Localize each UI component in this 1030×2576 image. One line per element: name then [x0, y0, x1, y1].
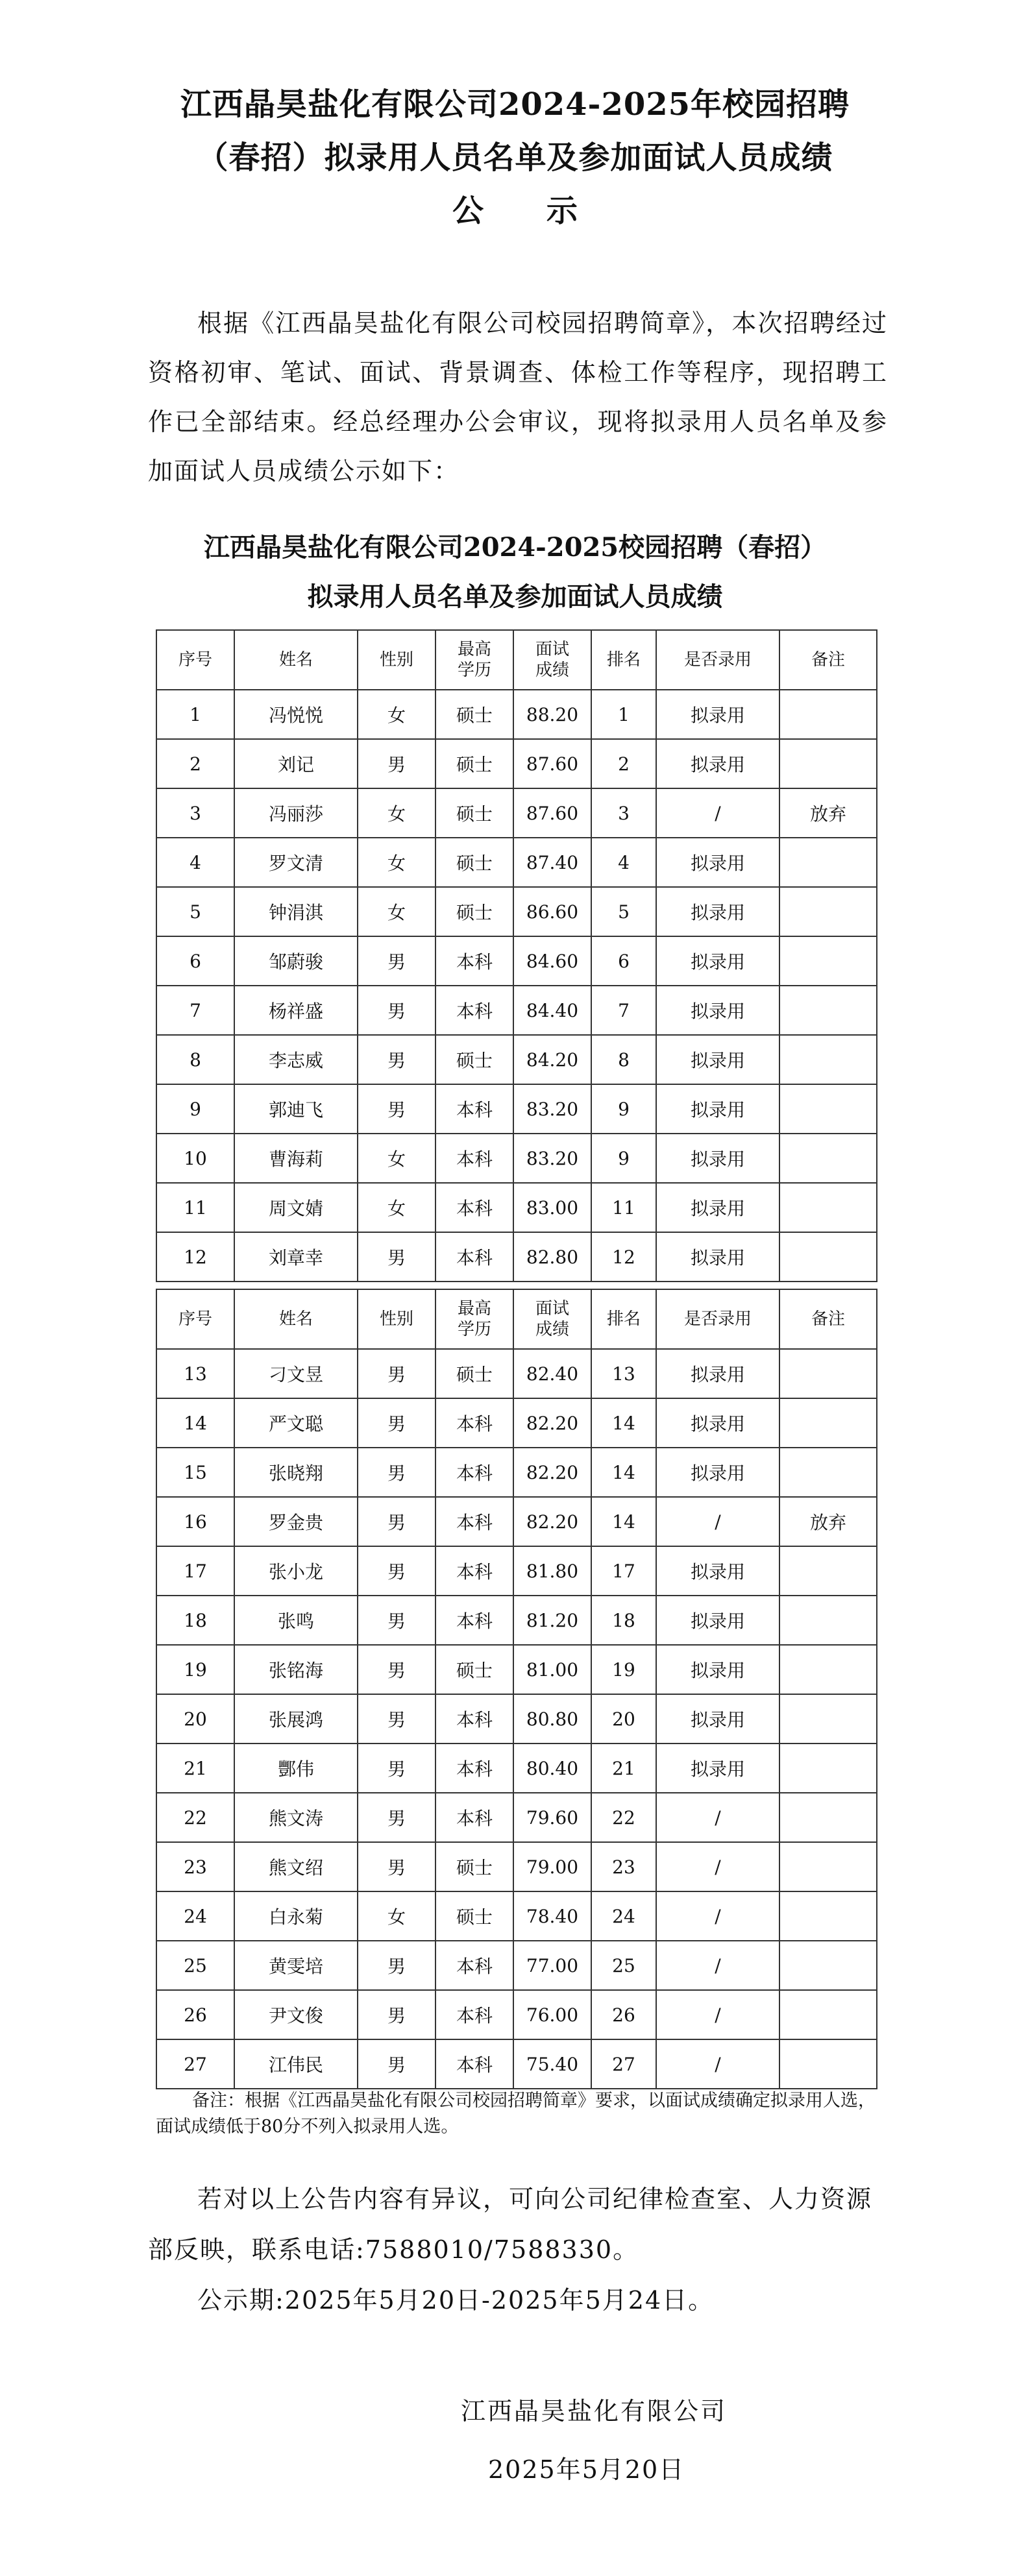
cell-remark	[779, 887, 877, 936]
cell-name: 邹蔚骏	[234, 936, 358, 986]
cell-seq: 21	[156, 1744, 234, 1793]
table-row	[156, 1744, 877, 1793]
cell-gender: 女	[358, 690, 435, 739]
cell-degree: 本科	[435, 1448, 513, 1497]
cell-degree: 本科	[435, 1183, 513, 1232]
cell-seq: 18	[156, 1596, 234, 1645]
cell-remark	[779, 936, 877, 986]
cell-remark	[779, 1990, 877, 2039]
header-seq	[156, 630, 234, 690]
cell-seq: 5	[156, 887, 234, 936]
cell-rank: 9	[591, 1084, 656, 1134]
cell-degree: 本科	[435, 1497, 513, 1546]
title-line-3: 公 示	[452, 193, 604, 229]
cell-rank: 1	[591, 690, 656, 739]
cell-hired: 拟录用	[656, 690, 779, 739]
cell-hired: 拟录用	[656, 1035, 779, 1084]
roster-table-part-1	[156, 629, 877, 1282]
cell-seq: 7	[156, 986, 234, 1035]
cell-seq: 25	[156, 1941, 234, 1990]
cell-remark	[779, 690, 877, 739]
cell-gender: 男	[358, 739, 435, 788]
table-row	[156, 1349, 877, 1398]
cell-remark	[779, 838, 877, 887]
cell-remark	[779, 2039, 877, 2089]
cell-rank: 14	[591, 1398, 656, 1448]
cell-hired: 拟录用	[656, 1398, 779, 1448]
cell-name: 江伟民	[234, 2039, 358, 2089]
header-remark	[779, 630, 877, 690]
cell-degree: 硕士	[435, 1349, 513, 1398]
cell-remark: 放弃	[779, 1497, 877, 1546]
cell-score: 76.00	[513, 1990, 591, 2039]
cell-name: 张铭海	[234, 1645, 358, 1694]
cell-degree: 本科	[435, 1134, 513, 1183]
table-note: 备注：根据《江西晶昊盐化有限公司校园招聘简章》要求，以面试成绩确定拟录用人选，面试成绩低于80分不列入拟录用人选。	[156, 2091, 876, 2137]
cell-rank: 20	[591, 1694, 656, 1744]
header-seq-text: 序号	[178, 1309, 212, 1329]
cell-gender: 男	[358, 1842, 435, 1891]
table-row	[156, 1793, 877, 1842]
header-degree-text: 最高	[457, 640, 491, 659]
cell-hired: 拟录用	[656, 1232, 779, 1282]
cell-name: 张晓翔	[234, 1448, 358, 1497]
header-degree	[435, 630, 513, 690]
cell-degree: 本科	[435, 1596, 513, 1645]
cell-remark: 放弃	[779, 788, 877, 838]
header-hired-text: 是否录用	[683, 1309, 752, 1329]
header-degree	[435, 1289, 513, 1349]
header-score-text: 面试	[535, 1299, 569, 1318]
objection-paragraph: 若对以上公告内容有异议，可向公司纪律检查室、人力资源部反映，联系电话:7588010/7588330。	[148, 2185, 873, 2264]
cell-gender: 男	[358, 1232, 435, 1282]
cell-remark	[779, 1448, 877, 1497]
cell-seq: 26	[156, 1990, 234, 2039]
header-hired-text: 是否录用	[683, 650, 752, 670]
cell-gender: 男	[358, 1497, 435, 1546]
header-remark-text: 备注	[811, 650, 845, 670]
cell-remark	[779, 1035, 877, 1084]
table-title-line-1: 江西晶昊盐化有限公司2024-2025校园招聘（春招）	[203, 532, 827, 563]
table-row	[156, 1694, 877, 1744]
cell-remark	[779, 1842, 877, 1891]
cell-name: 黄雯培	[234, 1941, 358, 1990]
table-row	[156, 1596, 877, 1645]
header-score-text: 成绩	[535, 661, 569, 680]
cell-gender: 男	[358, 1084, 435, 1134]
table-title-line-2: 拟录用人员名单及参加面试人员成绩	[307, 581, 723, 612]
table-row	[156, 739, 877, 788]
cell-score: 83.20	[513, 1084, 591, 1134]
cell-score: 78.40	[513, 1891, 591, 1941]
cell-hired: /	[656, 1497, 779, 1546]
cell-seq: 11	[156, 1183, 234, 1232]
cell-rank: 21	[591, 1744, 656, 1793]
table-row	[156, 788, 877, 838]
header-gender-text: 性别	[379, 650, 413, 670]
cell-hired: 拟录用	[656, 986, 779, 1035]
cell-remark	[779, 986, 877, 1035]
cell-remark	[779, 739, 877, 788]
cell-gender: 男	[358, 1793, 435, 1842]
cell-hired: 拟录用	[656, 1694, 779, 1744]
cell-hired: 拟录用	[656, 1183, 779, 1232]
cell-gender: 女	[358, 1891, 435, 1941]
cell-name: 罗文清	[234, 838, 358, 887]
header-gender-text: 性别	[379, 1309, 413, 1329]
header-seq	[156, 1289, 234, 1349]
cell-rank: 18	[591, 1596, 656, 1645]
table-row	[156, 838, 877, 887]
cell-name: 冯丽莎	[234, 788, 358, 838]
cell-remark	[779, 1183, 877, 1232]
cell-hired: 拟录用	[656, 1645, 779, 1694]
cell-hired: /	[656, 2039, 779, 2089]
cell-name: 杨祥盛	[234, 986, 358, 1035]
title-line-1: 江西晶昊盐化有限公司2024-2025年校园招聘	[180, 86, 850, 123]
cell-name: 罗金贵	[234, 1497, 358, 1546]
cell-hired: 拟录用	[656, 1349, 779, 1398]
cell-score: 82.20	[513, 1497, 591, 1546]
cell-remark	[779, 1645, 877, 1694]
table-row	[156, 986, 877, 1035]
cell-seq: 17	[156, 1546, 234, 1596]
cell-hired: /	[656, 1842, 779, 1891]
table-row	[156, 1448, 877, 1497]
cell-hired: 拟录用	[656, 1744, 779, 1793]
header-name-text: 姓名	[278, 650, 313, 670]
cell-seq: 15	[156, 1448, 234, 1497]
cell-hired: /	[656, 788, 779, 838]
table-header-row	[156, 1289, 877, 1349]
cell-seq: 1	[156, 690, 234, 739]
cell-score: 81.20	[513, 1596, 591, 1645]
cell-gender: 男	[358, 1694, 435, 1744]
cell-name: 张展鸿	[234, 1694, 358, 1744]
cell-degree: 本科	[435, 1941, 513, 1990]
cell-score: 82.80	[513, 1232, 591, 1282]
cell-gender: 男	[358, 1744, 435, 1793]
cell-remark	[779, 1349, 877, 1398]
table-row	[156, 1497, 877, 1546]
cell-gender: 女	[358, 1183, 435, 1232]
cell-rank: 2	[591, 739, 656, 788]
cell-score: 79.00	[513, 1842, 591, 1891]
cell-name: 张小龙	[234, 1546, 358, 1596]
cell-seq: 9	[156, 1084, 234, 1134]
cell-rank: 8	[591, 1035, 656, 1084]
cell-degree: 本科	[435, 1084, 513, 1134]
cell-rank: 24	[591, 1891, 656, 1941]
cell-degree: 硕士	[435, 739, 513, 788]
cell-score: 88.20	[513, 690, 591, 739]
publicity-period-paragraph: 公示期:2025年5月20日-2025年5月24日。	[197, 2286, 715, 2315]
table-header-row	[156, 630, 877, 690]
cell-score: 83.00	[513, 1183, 591, 1232]
cell-rank: 22	[591, 1793, 656, 1842]
cell-score: 82.20	[513, 1448, 591, 1497]
cell-remark	[779, 1596, 877, 1645]
table-row	[156, 1134, 877, 1183]
header-score	[513, 630, 591, 690]
cell-hired: 拟录用	[656, 1448, 779, 1497]
cell-rank: 13	[591, 1349, 656, 1398]
cell-rank: 17	[591, 1546, 656, 1596]
cell-seq: 16	[156, 1497, 234, 1546]
header-remark-text: 备注	[811, 1309, 845, 1329]
header-seq-text: 序号	[178, 650, 212, 670]
cell-hired: /	[656, 1941, 779, 1990]
cell-score: 84.40	[513, 986, 591, 1035]
cell-score: 77.00	[513, 1941, 591, 1990]
header-name-text: 姓名	[278, 1309, 313, 1329]
cell-score: 81.00	[513, 1645, 591, 1694]
cell-degree: 本科	[435, 986, 513, 1035]
cell-degree: 本科	[435, 1546, 513, 1596]
cell-degree: 硕士	[435, 1842, 513, 1891]
cell-hired: 拟录用	[656, 1134, 779, 1183]
cell-score: 83.20	[513, 1134, 591, 1183]
cell-name: 白永菊	[234, 1891, 358, 1941]
cell-degree: 本科	[435, 936, 513, 986]
cell-hired: /	[656, 1793, 779, 1842]
cell-seq: 8	[156, 1035, 234, 1084]
cell-gender: 女	[358, 1134, 435, 1183]
cell-degree: 本科	[435, 1990, 513, 2039]
cell-gender: 男	[358, 1645, 435, 1694]
intro-paragraph: 根据《江西晶昊盐化有限公司校园招聘简章》，本次招聘经过资格初审、笔试、面试、背景调查、体检工作等程序，现招聘工作已全部结束。经总经理办公会审议，现将拟录用人员名单及参加面试人员成绩公示如下：	[148, 309, 888, 485]
cell-remark	[779, 1134, 877, 1183]
cell-seq: 27	[156, 2039, 234, 2089]
cell-gender: 女	[358, 838, 435, 887]
cell-name: 李志威	[234, 1035, 358, 1084]
cell-score: 80.40	[513, 1744, 591, 1793]
cell-degree: 本科	[435, 2039, 513, 2089]
table-row	[156, 2039, 877, 2089]
signature-company: 江西晶昊盐化有限公司	[461, 2397, 728, 2425]
cell-name: 冯悦悦	[234, 690, 358, 739]
header-score-text: 面试	[535, 640, 569, 659]
cell-rank: 5	[591, 887, 656, 936]
cell-name: 尹文俊	[234, 1990, 358, 2039]
cell-seq: 19	[156, 1645, 234, 1694]
cell-degree: 硕士	[435, 1645, 513, 1694]
cell-hired: 拟录用	[656, 1084, 779, 1134]
header-rank-text: 排名	[606, 650, 641, 670]
header-hired	[656, 630, 779, 690]
cell-degree: 硕士	[435, 788, 513, 838]
header-name	[234, 630, 358, 690]
cell-degree: 本科	[435, 1232, 513, 1282]
cell-degree: 硕士	[435, 1891, 513, 1941]
cell-gender: 男	[358, 1035, 435, 1084]
cell-name: 酆伟	[234, 1744, 358, 1793]
cell-degree: 硕士	[435, 887, 513, 936]
document-title	[0, 78, 1030, 237]
header-remark	[779, 1289, 877, 1349]
cell-degree: 硕士	[435, 1035, 513, 1084]
cell-score: 79.60	[513, 1793, 591, 1842]
header-degree-text: 学历	[457, 1320, 491, 1339]
table-row	[156, 1035, 877, 1084]
header-rank	[591, 630, 656, 690]
cell-remark	[779, 1744, 877, 1793]
table-row	[156, 1546, 877, 1596]
cell-gender: 男	[358, 1990, 435, 2039]
table-row	[156, 1183, 877, 1232]
cell-remark	[779, 1694, 877, 1744]
cell-remark	[779, 1546, 877, 1596]
roster-table-part-2	[156, 1289, 877, 2089]
cell-score: 87.60	[513, 739, 591, 788]
cell-gender: 女	[358, 887, 435, 936]
cell-name: 周文婧	[234, 1183, 358, 1232]
cell-name: 熊文涛	[234, 1793, 358, 1842]
header-rank-text: 排名	[606, 1309, 641, 1329]
cell-rank: 25	[591, 1941, 656, 1990]
cell-score: 82.40	[513, 1349, 591, 1398]
cell-seq: 23	[156, 1842, 234, 1891]
cell-gender: 女	[358, 788, 435, 838]
cell-remark	[779, 1232, 877, 1282]
cell-remark	[779, 1891, 877, 1941]
cell-hired: 拟录用	[656, 936, 779, 986]
cell-score: 84.20	[513, 1035, 591, 1084]
cell-rank: 6	[591, 936, 656, 986]
cell-seq: 10	[156, 1134, 234, 1183]
header-name	[234, 1289, 358, 1349]
header-gender	[358, 1289, 435, 1349]
header-hired	[656, 1289, 779, 1349]
header-score-text: 成绩	[535, 1320, 569, 1339]
cell-score: 81.80	[513, 1546, 591, 1596]
cell-gender: 男	[358, 1546, 435, 1596]
cell-hired: 拟录用	[656, 1596, 779, 1645]
cell-name: 熊文绍	[234, 1842, 358, 1891]
table-row	[156, 887, 877, 936]
cell-score: 87.60	[513, 788, 591, 838]
cell-name: 郭迪飞	[234, 1084, 358, 1134]
cell-seq: 20	[156, 1694, 234, 1744]
cell-remark	[779, 1793, 877, 1842]
cell-gender: 男	[358, 936, 435, 986]
cell-score: 84.60	[513, 936, 591, 986]
cell-gender: 男	[358, 1448, 435, 1497]
table-row	[156, 936, 877, 986]
cell-name: 刁文昱	[234, 1349, 358, 1398]
cell-degree: 硕士	[435, 690, 513, 739]
cell-gender: 男	[358, 1941, 435, 1990]
cell-hired: 拟录用	[656, 887, 779, 936]
cell-rank: 12	[591, 1232, 656, 1282]
cell-rank: 27	[591, 2039, 656, 2089]
cell-hired: /	[656, 1990, 779, 2039]
cell-rank: 14	[591, 1448, 656, 1497]
cell-name: 刘章幸	[234, 1232, 358, 1282]
cell-rank: 9	[591, 1134, 656, 1183]
cell-rank: 4	[591, 838, 656, 887]
cell-name: 曹海莉	[234, 1134, 358, 1183]
cell-seq: 3	[156, 788, 234, 838]
header-score	[513, 1289, 591, 1349]
cell-score: 75.40	[513, 2039, 591, 2089]
cell-name: 钟涓淇	[234, 887, 358, 936]
cell-rank: 19	[591, 1645, 656, 1694]
table-row	[156, 1084, 877, 1134]
cell-gender: 男	[358, 1596, 435, 1645]
cell-seq: 12	[156, 1232, 234, 1282]
table-row	[156, 690, 877, 739]
signature-date: 2025年5月20日	[488, 2455, 685, 2484]
table-row	[156, 1842, 877, 1891]
cell-hired: 拟录用	[656, 1546, 779, 1596]
cell-rank: 11	[591, 1183, 656, 1232]
cell-seq: 24	[156, 1891, 234, 1941]
header-degree-text: 最高	[457, 1299, 491, 1318]
cell-remark	[779, 1941, 877, 1990]
cell-seq: 22	[156, 1793, 234, 1842]
cell-score: 87.40	[513, 838, 591, 887]
cell-degree: 本科	[435, 1694, 513, 1744]
cell-hired: /	[656, 1891, 779, 1941]
cell-remark	[779, 1398, 877, 1448]
cell-seq: 2	[156, 739, 234, 788]
cell-score: 82.20	[513, 1398, 591, 1448]
cell-seq: 4	[156, 838, 234, 887]
cell-remark	[779, 1084, 877, 1134]
cell-score: 80.80	[513, 1694, 591, 1744]
cell-name: 张鸣	[234, 1596, 358, 1645]
cell-seq: 6	[156, 936, 234, 986]
table-row	[156, 1990, 877, 2039]
cell-degree: 本科	[435, 1398, 513, 1448]
cell-gender: 男	[358, 2039, 435, 2089]
header-rank	[591, 1289, 656, 1349]
cell-degree: 本科	[435, 1744, 513, 1793]
cell-rank: 7	[591, 986, 656, 1035]
cell-gender: 男	[358, 986, 435, 1035]
table-row	[156, 1941, 877, 1990]
cell-hired: 拟录用	[656, 739, 779, 788]
cell-seq: 14	[156, 1398, 234, 1448]
cell-rank: 23	[591, 1842, 656, 1891]
cell-rank: 26	[591, 1990, 656, 2039]
cell-name: 严文聪	[234, 1398, 358, 1448]
table-row	[156, 1645, 877, 1694]
title-line-2: （春招）拟录用人员名单及参加面试人员成绩	[197, 140, 833, 176]
cell-degree: 硕士	[435, 838, 513, 887]
table-row	[156, 1398, 877, 1448]
cell-degree: 本科	[435, 1793, 513, 1842]
table-row	[156, 1891, 877, 1941]
cell-gender: 男	[358, 1398, 435, 1448]
cell-name: 刘记	[234, 739, 358, 788]
cell-hired: 拟录用	[656, 838, 779, 887]
header-degree-text: 学历	[457, 661, 491, 680]
cell-rank: 14	[591, 1497, 656, 1546]
cell-seq: 13	[156, 1349, 234, 1398]
table-row	[156, 1232, 877, 1282]
header-gender	[358, 630, 435, 690]
cell-rank: 3	[591, 788, 656, 838]
cell-score: 86.60	[513, 887, 591, 936]
cell-gender: 男	[358, 1349, 435, 1398]
